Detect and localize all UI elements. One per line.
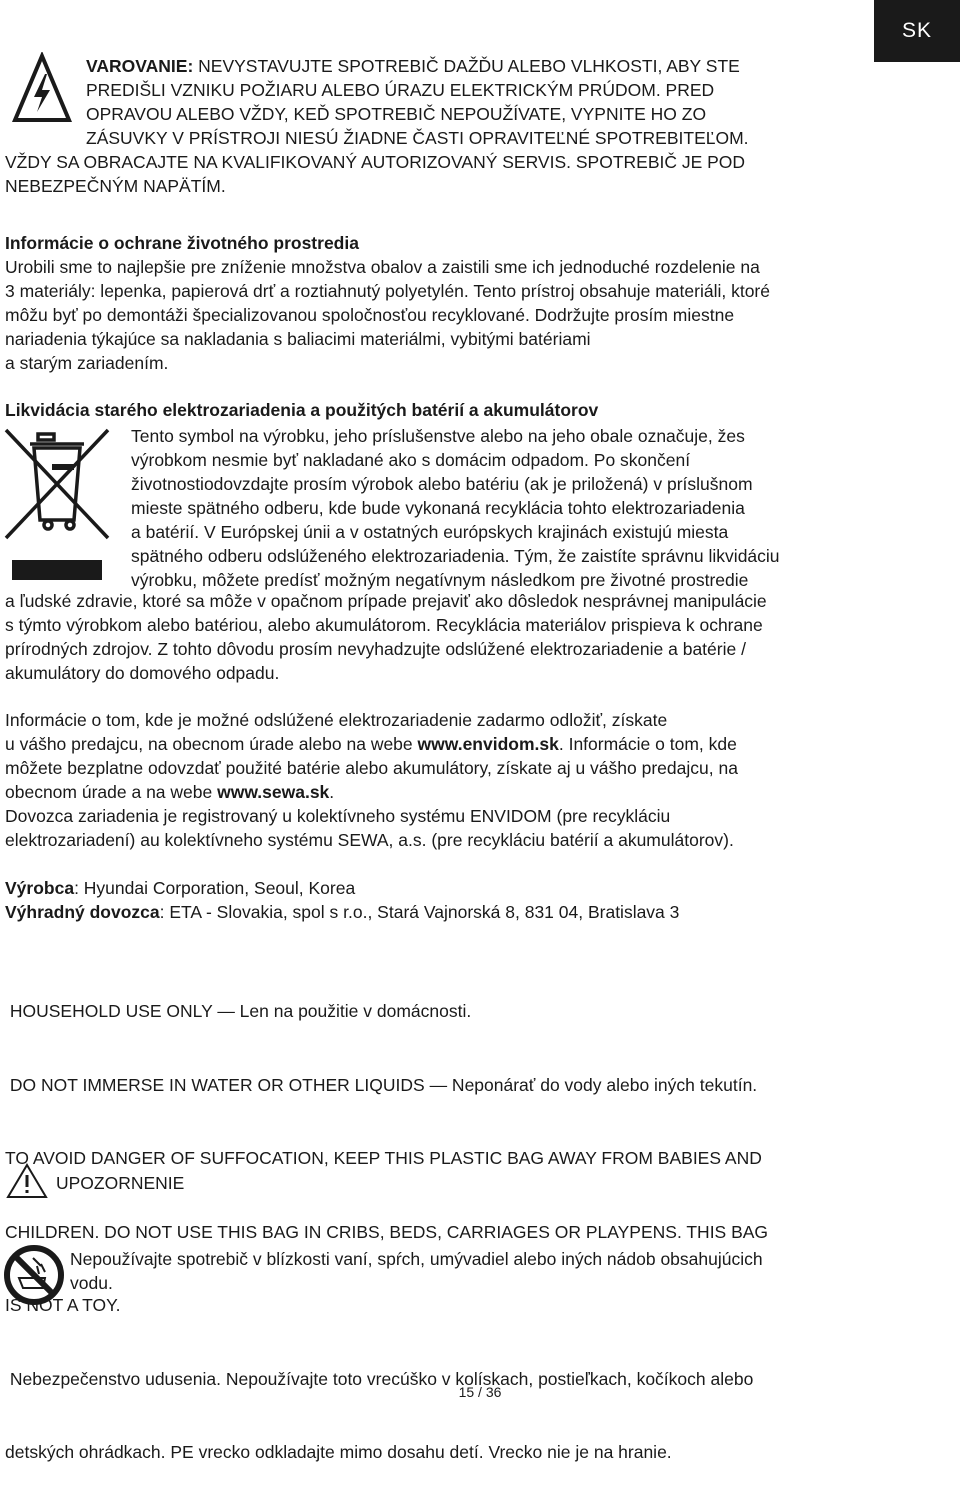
warning-line-5: VŽDY SA OBRACAJTE NA KVALIFIKOVANÝ AUTORIZOVANÝ SERVIS. SPOTREBIČ JE POD [5,152,746,172]
caution-text-line-1: Nepoužívajte spotrebič v blízkosti vaní, spŕch, umývadiel alebo iných nádob obsahujúcich [70,1249,763,1269]
weee-line: výrobku, môžete predísť možným negatívnym následkom pre životné prostredie [131,570,749,590]
warning-line-4: ZÁSUVKY V PRÍSTROJI NIESÚ ŽIADNE ČASTI OPRAVITEĽNÉ SPOTREBITEĽOM. [86,128,749,148]
info-line-1: Informácie o tom, kde je možné odslúžené elektrozariadenie zadarmo odložiť, získate [5,710,668,730]
importer-value: : ETA - Slovakia, spol s r.o., Stará Vajnorská 8, 831 04, Bratislava 3 [159,902,680,922]
info-line-4-pre: obecnom úrade a na webe [5,782,218,802]
weee-line: životnostiodovzdajte prosím výrobok alebo batériu (ak je priložená) v príslušnom [131,474,753,494]
warning-line-1: NEVYSTAVUJTE SPOTREBIČ DAŽĎU ALEBO VLHKOSTI, ABY STE [193,56,740,76]
no-water-use-icon [3,1244,65,1306]
notice-line: TO AVOID DANGER OF SUFFOCATION, KEEP THIS PLASTIC BAG AWAY FROM BABIES AND [5,1148,762,1168]
notice-line: CHILDREN. DO NOT USE THIS BAG IN CRIBS, BEDS, CARRIAGES OR PLAYPENS. THIS BAG [5,1221,769,1242]
sewa-link[interactable]: www.sewa.sk [217,782,330,802]
weee-line: s týmto výrobkom alebo batériou, alebo akumulátorom. Recyklácia materiálov prispieva k ochrane [5,615,763,635]
warning-line-2: PREDIŠLI VZNIKU POŽIARU ALEBO ÚRAZU ELEKTRICKÝM PRÚDOM. PRED [86,80,715,100]
page-number: 15 / 36 [458,1384,502,1400]
notice-line: detských ohrádkach. PE vrecko odkladajte mimo dosahu detí. Vrecko nie je na hranie. [5,1442,672,1462]
envidom-link[interactable]: www.envidom.sk [417,734,559,754]
language-label: SK [901,19,932,42]
weee-full-text [5,589,767,685]
weee-indented-text [131,424,780,592]
env-line: nariadenia týkajúce sa nakladania s baliacimi materiálmi, vybitými batériami [5,329,591,349]
weee-line: a batérií. V Európskej únii a v ostatných európskych krajinách existujú miesta [131,522,729,542]
notice-line: DO NOT IMMERSE IN WATER OR OTHER LIQUIDS — Neponárať do vody alebo iných tekutín. [5,1074,758,1095]
info-line-5: Dovozca zariadenia je registrovaný u kolektívneho systému ENVIDOM (pre recykláciu [5,806,671,826]
weee-line: Tento symbol na výrobku, jeho príslušenstve alebo na jeho obale označuje, žes [131,426,745,446]
env-line: môžu byť po demontáži špecializovanou spoločnosťou recyklované. Dodržujte prosím miestne [5,305,735,325]
weee-line: prírodných zdrojov. Z tohto dôvodu prosím nevyhadzujte odslúžené elektrozariadenie a batérie / [5,639,746,659]
info-line-6: elektrozariadení) au kolektívneho systému SEWA, a.s. (pre recykláciu batérií a akumulátorov). [5,830,734,850]
info-line-2-pre: u vášho predajcu, na obecnom úrade alebo na webe [5,734,418,754]
notice-line: IS NOT A TOY. [5,1295,121,1315]
caution-text [70,1247,763,1295]
weee-line: spätného odberu odslúženého elektrozariadenia. Tým, že zaistíte správnu likvidáciu [131,546,780,566]
notice-line: Nebezpečenstvo udusenia. Nepoužívajte toto vrecúško v kolískach, postieľkach, kočíkoch alebo [5,1368,754,1389]
weee-heading: Likvidácia starého elektrozariadenia a použitých batérií a akumulátorov [5,400,599,420]
warning-line-3: OPRAVOU ALEBO VŽDY, KEĎ SPOTREBIČ NEPOUŽÍVATE, VYPNITE HO ZO [86,104,707,124]
info-line-4-post: . [329,782,335,802]
caution-label: UPOZORNENIE [56,1173,185,1193]
info-line-2-post: . Informácie o tom, kde [558,734,737,754]
importer-label: Výhradný dovozca [5,902,160,922]
environment-section [5,231,770,375]
safety-notices [5,950,768,1489]
disposal-info-section [5,708,738,852]
warning-block [86,54,749,150]
language-tab [874,0,960,62]
env-line: Urobili sme to najlepšie pre zníženie množstva obalov a zaistili sme ich jednoduché rozdelenie na [5,257,760,277]
weee-line: výrobkom nesmie byť nakladané ako s domácim odpadom. Po skončení [131,450,691,470]
manufacturer-value: : Hyundai Corporation, Seoul, Korea [74,878,356,898]
weee-line: akumulátory do domového odpadu. [5,663,280,683]
caution-triangle-icon [6,1163,48,1199]
env-line: a starým zariadením. [5,353,169,373]
crossed-out-bin-icon [4,424,110,582]
environment-heading: Informácie o ochrane životného prostredia [5,233,359,253]
warning-block-continued [5,150,745,198]
weee-line: mieste spätného odberu, kde bude vykonaná recyklácia tohto elektrozariadenia [131,498,745,518]
notice-line: HOUSEHOLD USE ONLY — Len na použitie v domácnosti. [5,1001,472,1021]
warning-line-6: NEBEZPEČNÝM NAPÄTÍM. [5,176,226,196]
info-line-3: môžete bezplatne odovzdať použité batérie alebo akumulátory, získate aj u vášho predajcu, na [5,758,738,778]
env-line: 3 materiály: lepenka, papierová drť a roztiahnutý polyetylén. Tento prístroj obsahuje materiáli, ktoré [5,281,770,301]
warning-label: VAROVANIE: [86,56,194,76]
weee-line: a ľudské zdravie, ktoré sa môže v opačnom prípade prejaviť ako dôsledok nesprávnej manipulácie [5,591,767,611]
manufacturer-label: Výrobca [5,878,75,898]
manufacturer-section [5,876,679,924]
caution-text-line-2: vodu. [70,1273,113,1293]
high-voltage-warning-icon [12,52,72,124]
